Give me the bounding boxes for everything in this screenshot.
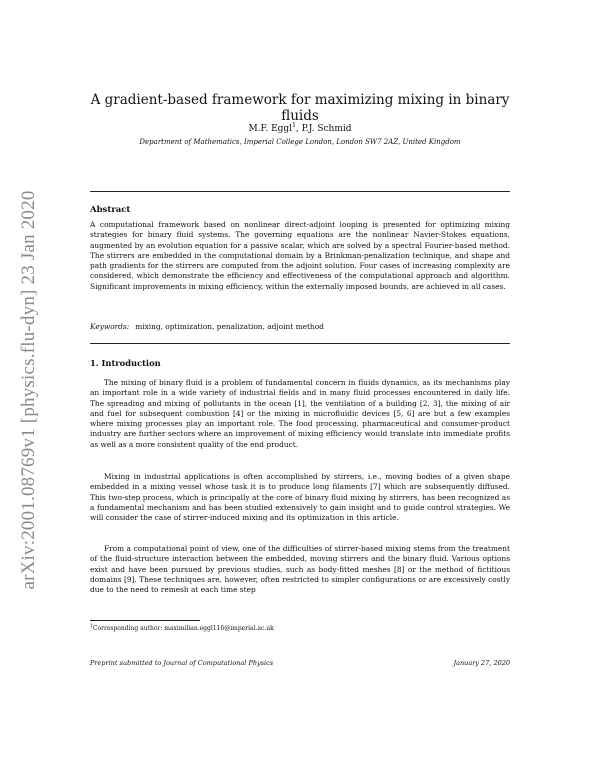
- affiliation: Department of Mathematics, Imperial College London, London SW7 2AZ, United Kingdom: [139, 138, 461, 146]
- keywords-line: [90, 322, 510, 331]
- footnote-rule: [90, 620, 200, 621]
- arxiv-side-stamp: [14, 180, 44, 600]
- footnote: [90, 624, 274, 632]
- author-list: [90, 122, 510, 134]
- intro-paragraph-2: Mixing in industrial applications is often accomplished by stirrers, i.e., moving bodies of a given shape embedded in a mixing vessel whose task it is to produce long filaments [7] which are subsequently diffused. This two-step process, which is principally at the core of binary fluid mixing by stirrers, has been recognized as a fundamental mechanism and has been studied extensively to gain insight and to guide control strategies. We will consider the case of stirrer-induced mixing and its optimization in this article.: [90, 472, 510, 523]
- abstract-heading: Abstract: [90, 205, 131, 215]
- abstract-bottom-rule: [90, 343, 510, 344]
- footer-date: January 27, 2020: [453, 659, 510, 667]
- footnote-text: Corresponding author: maximilian.eggl116@imperial.ac.uk: [92, 625, 274, 632]
- keywords-text: mixing, optimization, penalization, adjoint method: [135, 322, 324, 331]
- abstract-top-rule: [90, 191, 510, 192]
- paper-title: A gradient-based framework for maximizing mixing in binary fluids: [90, 92, 510, 124]
- section-heading-introduction: 1. Introduction: [90, 358, 161, 368]
- keywords-label: Keywords:: [90, 322, 130, 331]
- arxiv-identifier[interactable]: arXiv:2001.08769v1 [physics.flu-dyn] 23 Jan 2020: [18, 190, 39, 590]
- intro-paragraph-3: From a computational point of view, one of the difficulties of stirrer-based mixing stems from the treatment of the fluid-structure interaction between the embedded, moving stirrers and the binary fluid. Various options exist and have been pursued by previous studies, such as body-fitted meshes [8] or the method of fictitious domains [9]. These techniques are, however, often restricted to simpler configurations or are excessively costly due to the need to remesh at each time step: [90, 544, 510, 595]
- author-first: M.F. Eggl: [248, 124, 293, 134]
- abstract-text: A computational framework based on nonlinear direct-adjoint looping is presented for optimizing mixing strategies for binary fluid systems. The governing equations are the nonlinear Navier-Stokes equations, augmented by an evolution equation for a passive scalar, which are solved by a spectral Fourier-based method. The stirrers are embedded in the computational domain by a Brinkman-penalization technique, and shape and path gradients for the stirrers are computed from the adjoint solution. Four cases of increasing complexity are considered, which demonstrate the efficiency and effectiveness of the computational approach and algorithm. Significant improvements in mixing efficiency, within the externally imposed bounds, are achieved in all cases.: [90, 220, 510, 291]
- footnote-mark: 1: [90, 624, 93, 629]
- author-footnote-mark[interactable]: 1: [292, 122, 296, 129]
- footer-preprint-note: Preprint submitted to Journal of Computational Physics: [90, 659, 274, 667]
- author-rest: , P.J. Schmid: [295, 124, 352, 134]
- intro-paragraph-1: The mixing of binary fluid is a problem of fundamental concern in fluids dynamics, as its mechanisms play an important role in a wide variety of industrial fields and in many fluid processes encountered in daily life. The spreading and mixing of pollutants in the ocean [1], the ventilation of a building [2, 3], the mixing of air and fuel for subsequent combustion [4] or the mixing in microfluidic devices [5, 6] are but a few examples where mixing processes play an important role. The food processing, pharmaceutical and consumer-product industry are further sectors where an improvement of mixing efficiency would translate into immediate profits as well as a more consistent quality of the end product.: [90, 378, 510, 449]
